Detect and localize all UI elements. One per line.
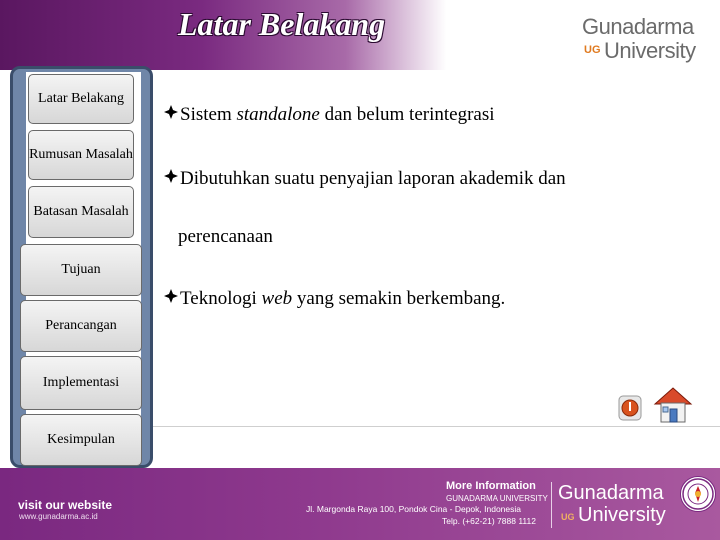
university-seal-icon (680, 476, 716, 512)
footer-logo-university: University (578, 504, 666, 526)
more-information-heading: More Information (446, 480, 536, 492)
bullet-continuation (178, 226, 273, 248)
power-icon[interactable] (618, 395, 642, 421)
nav-rumusan-masalah[interactable]: Rumusan Masalah (28, 130, 134, 180)
footer-divider (551, 482, 552, 528)
page-title: Latar Belakang (178, 6, 386, 42)
nav-kesimpulan[interactable]: Kesimpulan (20, 414, 142, 466)
footer-university-name: GUNADARMA UNIVERSITY (446, 494, 548, 503)
visit-website-label: visit our website (18, 498, 113, 512)
logo-text-gunadarma: Gunadarma (582, 14, 694, 39)
nav-latar-belakang[interactable]: Latar Belakang (28, 74, 134, 124)
logo-text-university: University (604, 38, 696, 63)
bullet-text: dan belum terintegrasi (319, 104, 495, 125)
bullet-item (164, 168, 566, 190)
diamond-bullet-icon (164, 289, 180, 308)
bullet-text: Sistem (180, 104, 237, 125)
footer-logo-ug-mark: UG (561, 512, 575, 522)
logo-ug-mark: UG (584, 44, 601, 56)
university-logo (582, 14, 714, 70)
footer-telephone: Telp. (+62-21) 7888 1112 (442, 516, 536, 526)
bullet-item (164, 288, 505, 310)
bullet-emphasis: web (261, 288, 293, 309)
bullet-text: perencanaan (178, 226, 273, 247)
bullet-text: Dibutuhkan suatu penyajian laporan akademik dan (180, 168, 566, 189)
bullet-text: Teknologi (180, 288, 262, 309)
footer-band (0, 468, 720, 540)
nav-perancangan[interactable]: Perancangan (20, 300, 142, 352)
bullet-text: yang semakin berkembang. (292, 288, 506, 309)
website-url-link[interactable]: www.gunadarma.ac.id (19, 512, 98, 521)
nav-implementasi[interactable]: Implementasi (20, 356, 142, 410)
diamond-bullet-icon (164, 169, 180, 188)
bullet-emphasis: standalone (236, 104, 320, 125)
header-band (0, 0, 720, 70)
footer-address: Jl. Margonda Raya 100, Pondok Cina - Depok, Indonesia (306, 504, 521, 514)
footer-logo-gunadarma: Gunadarma (558, 482, 664, 504)
bullet-item (164, 104, 495, 126)
diamond-bullet-icon (164, 105, 180, 124)
nav-tujuan[interactable]: Tujuan (20, 244, 142, 296)
home-icon[interactable] (652, 384, 694, 424)
nav-batasan-masalah[interactable]: Batasan Masalah (28, 186, 134, 238)
